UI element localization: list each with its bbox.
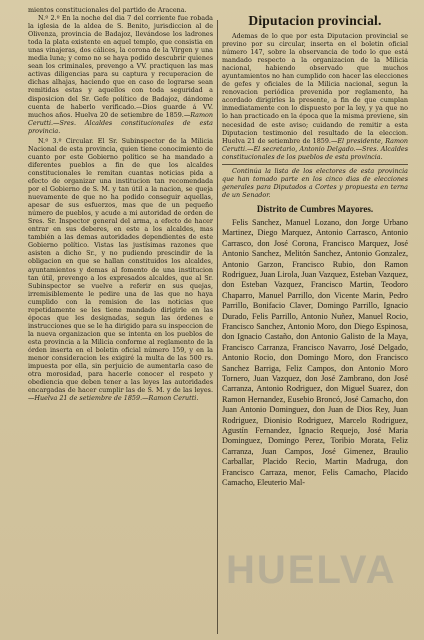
diputacion-notice [222, 32, 408, 161]
notice-3-signature: —Huelva 21 de setiembre de 1859.—Ramon Cerutti. [28, 394, 199, 403]
column-rule [217, 20, 218, 634]
notice-3-body: N.º 3.º Circular. El Sr. Subinspector de la Milicia Nacional de esta provincia, quien tiene conocimiento de cuanto por este Gobierno político se ha mandado a diferentes pueblos a fin de que los alcaldes constitucionales le remitan cuantas noticias pida a efecto de organizar una institucion tan recomendada por el Gobierno de S. M. y tan útil a la nacion, se queja nuevamente de que no ha podido conseguir aquellas, apesar de sus esfuerzos, mas que de un pequeño número de pueblos, y acude a mi autoridad de orden de Sres. Sr. Inspector general del arma, a efecto de hacer entrar en sus deberes, en este a los alcaldes, mas también a las demas autoridades dependientes de este Gobierno político. Vistas las justísimas razones que asisten a dicho Sr., y no pudiendo prescindir de la obligacion en que se hallan constituidos los alcaldes, ayuntamientos y demas al fomento de una institucion tan útil, prevengo a los expresados alcaldes, que al Sr. Subinspector se vuelve a referir en sus quejas, irremisiblemente le pedire una de las que no haya cumplido con la remision de las noticias que repetidamente se les tiene mandado dirigirle en las épocas que les designadas, segun las órdenes e instrucciones que se le ha dirigido para su inspeccion de la nueva organizacion que se intenta en los pueblos de esta provincia a la Milicia conforme al reglamento de la órden inserta en el boletin oficial número 159, y en la menor consideracion les exigiré la multa de las 500 rs. impuesta por ella, sin perjuicio de aumentarla caso de otra morosidad, para hacerle conocer el respeto y obediencia que deben tener a las leyes las autoridades encargadas de hacer cumplir las de S. M. y de las leyes. [28, 136, 213, 395]
stamp-lettering: HUELVA [226, 548, 397, 592]
electors-note: Continúa la lista de los electores de esta provincia que han tomado parte en los cinco dias de elecciones generales para Diputados a Cortes y propuesta en terna de un Senador. [222, 164, 408, 199]
notice-2-body: N.º 2.º En la noche del dia 7 del corriente fue robada la iglesia de la aldea de S. Benito, jurisdiccion al de Olivenza, provincia de Badajoz, llevándose los ladrones toda la plata existente en aquel templo, que consistia en unas vinajeras, dos cálices, la corona de la Virgen y una media luna; y como no se haya podido descubrir quienes sean los criminales, prevengo a VV. practiquen las mas activas diligencias para su captura y recuperacion de dichas alhajas, haciendo que en caso de lograrse sean remitidas estas y aquellos con toda seguridad a disposicion del Sr. Gefe político de Badajoz, dándome cuenta de haberlo verificado.—Dios guarde á VV. muchos años. Huelva 20 de setiembre de 1859. [28, 14, 213, 119]
section-title: Diputacion provincial. [248, 13, 382, 28]
right-column [222, 6, 408, 636]
diputacion-body: Ademas de lo que por esta Diputacion provincial se previno por su circular, inserta en el boletin oficial número 147, sobre la observancia de todo lo que está mandado respecto a la organizacion de la Milicia nacional, habiendo observado que muchos ayuntamientos no han cumplido con hacer las elecciones de gefes y oficiales de la Milicia nacional, segun la renovacion periódica prevenida por reglamento, ha acordado dirigirles la presente, a fin de que cumplan inmediatamente con lo dispuesto por la ley, y ya que no lo han practicado en la época que la misma previene, sin necesidad de este aviso; cuidando de remitir a esta Diputacion testimonio del resultado de la eleccion. Huelva 21 de setiembre de 1859. [222, 32, 408, 145]
diputacion-signature: —El presidente, Ramon Cerutti.—El secretario, Antonio Delgado.—Sres. Alcaldes constitucionales de los pueblos de esta provincia. [222, 136, 408, 161]
notice-2-signature: —Ramon Cerutti.—Sres. Alcaldes constitucionales de esta provincia. [28, 110, 213, 135]
carryover-paragraph: mientos constitucionales del partido de Aracena. [28, 6, 187, 14]
notice-3-circular [28, 137, 213, 403]
district-title: Distrito de Cumbres Mayores. [256, 203, 374, 214]
electors-list: Felis Sanchez, Manuel Lozano, don Jorge Urbano Martinez, Diego Marquez, Antonio Carrasco, Antonio Carrasco, don José Corona, Francisco Marquez, José Antonio Sanchez, Melitón Sanchez, Antonio Gonzalez, Antonio Garzon, Francisco Rubio, don Ramon Rodriguez, Juan Lirola, Juan Vazquez, Esteban Vazquez, don Esteban Vazquez, Francisco Martin, Teodoro Chaparro, Manuel Parrillo, don Vicente Marin, Pedro Parrillo, Bonifacio Claver, Domingo Parrillo, Ignacio Durado, Felis Parrillo, Antonio Nuñez, Manuel Rocio, Francisco Sanchez, Antonio Moro, don Diego Espinosa, don Ignacio Castaño, don Antonio Galisto de la Maya, Francisco Carranza, Francisco Navarro, José Delgado, Antonio Rocio, don Domingo Moro, don Francisco Sanchez Barriga, Feliz Campos, don Antonio Moro Tornero, Juan Vazquez, don José Zambrano, don José Carranza, Antonio Rodriguez, don Miguel Suarez, don Ramon Hernandez, Eusebio Broncó, José Camacho, don Juan Antonio Dominguez, don Juan de Dios Rey, Juan Rodriguez, Dionisio Rodriguez, Marcelo Rodriguez, Agustín Fernandez, Ignacio Requejo, José Maria Dominguez, Domingo Perez, Toribio Morata, Feliz Carranza, Juan Campos, José Gimenez, Braulio Carballar, Placido Recio, Martin Madruga, don Francisco Carraza, menor, Felis Camacho, Placido Camacho, Eleuterio Mal- [222, 217, 408, 488]
left-column [28, 6, 213, 636]
notice-2 [28, 14, 213, 135]
